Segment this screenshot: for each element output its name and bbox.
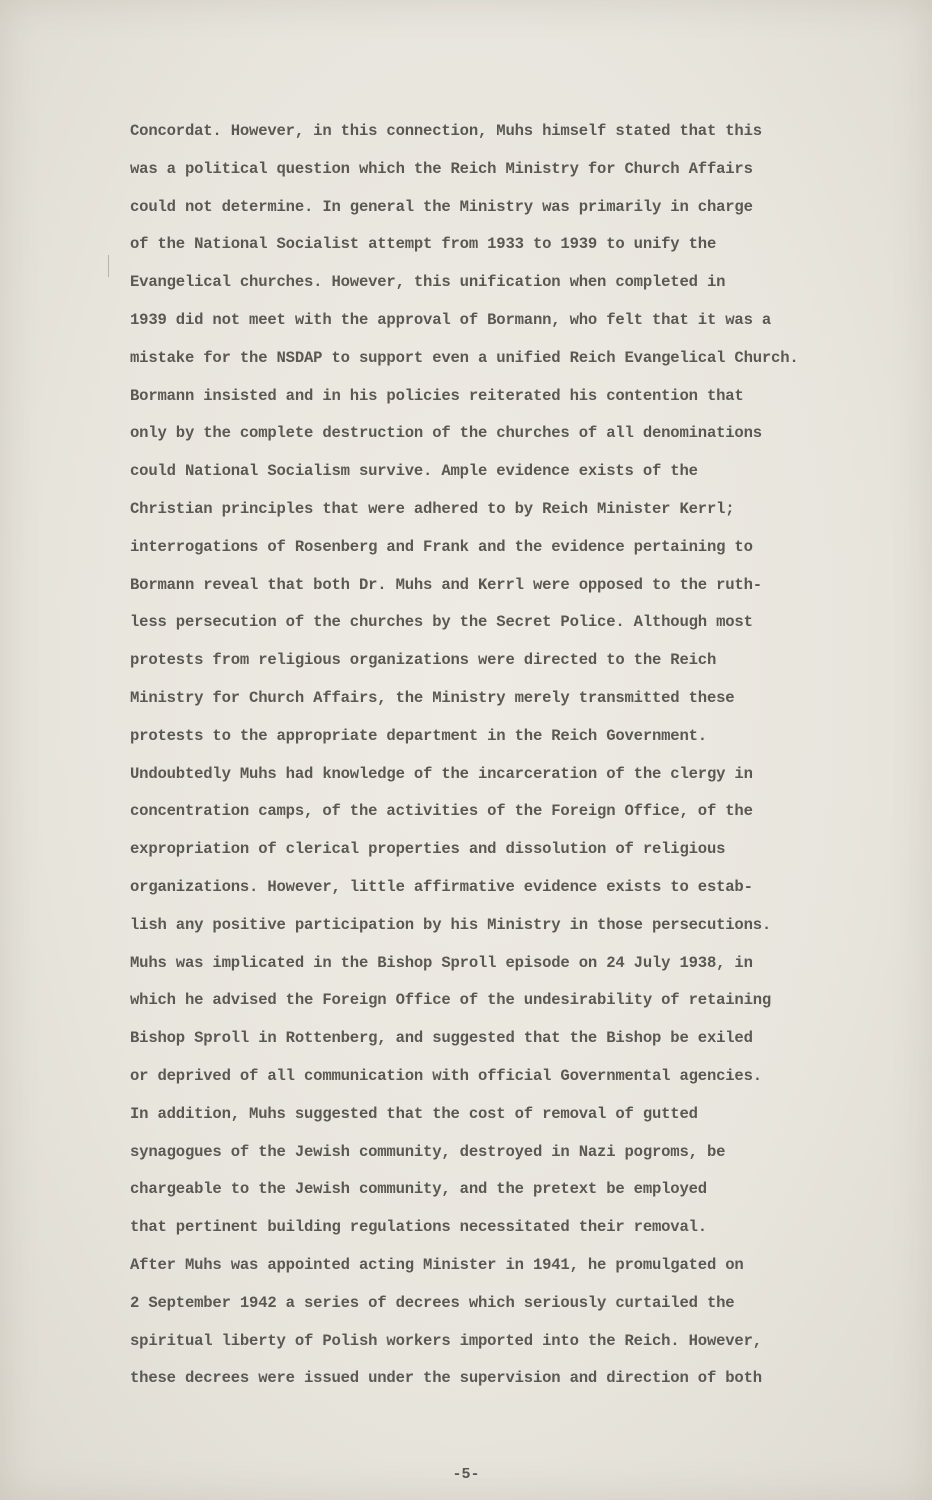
text-line: protests to the appropriate department in the Reich Government. (130, 726, 707, 745)
text-line: these decrees were issued under the supervision and direction of both (130, 1369, 762, 1388)
text-line: Bormann insisted and in his policies reiterated his contention that (130, 386, 744, 405)
text-line: 1939 did not meet with the approval of Bormann, who felt that it was a (130, 310, 772, 329)
text-line: Ministry for Church Affairs, the Ministry merely transmitted these (130, 688, 735, 707)
text-line: which he advised the Foreign Office of the undesirability of retaining (130, 991, 772, 1010)
text-line: spiritual liberty of Polish workers imported into the Reich. However, (130, 1331, 762, 1350)
typed-body-text (130, 113, 870, 1398)
page-number: -5- (452, 1466, 480, 1483)
text-line: organizations. However, little affirmative evidence exists to estab- (130, 877, 753, 896)
text-line: synagogues of the Jewish community, destroyed in Nazi pogroms, be (130, 1142, 726, 1161)
text-line: protests from religious organizations were directed to the Reich (130, 651, 717, 670)
text-line: Evangelical churches. However, this unification when completed in (130, 273, 726, 292)
text-line: that pertinent building regulations necessitated their removal. (130, 1218, 707, 1237)
text-line: interrogations of Rosenberg and Frank and the evidence pertaining to (130, 537, 753, 556)
text-line: was a political question which the Reich Ministry for Church Affairs (130, 159, 753, 178)
text-line: lish any positive participation by his Ministry in those persecutions. (130, 915, 772, 934)
text-line: could not determine. In general the Ministry was primarily in charge (130, 197, 753, 216)
text-line: or deprived of all communication with official Governmental agencies. (130, 1066, 762, 1085)
text-line: Bormann reveal that both Dr. Muhs and Kerrl were opposed to the ruth- (130, 575, 762, 594)
text-line: Muhs was implicated in the Bishop Sproll episode on 24 July 1938, in (130, 953, 753, 972)
text-line: Christian principles that were adhered to by Reich Minister Kerrl; (130, 499, 735, 518)
text-line: of the National Socialist attempt from 1933 to 1939 to unify the (130, 235, 717, 254)
text-line: could National Socialism survive. Ample evidence exists of the (130, 462, 698, 481)
text-line: mistake for the NSDAP to support even a unified Reich Evangelical Church. (130, 348, 799, 367)
text-line: 2 September 1942 a series of decrees which seriously curtailed the (130, 1293, 735, 1312)
text-line: Undoubtedly Muhs had knowledge of the incarceration of the clergy in (130, 764, 753, 783)
text-line: In addition, Muhs suggested that the cost of removal of gutted (130, 1104, 698, 1123)
text-line: expropriation of clerical properties and dissolution of religious (130, 840, 726, 859)
text-line: Concordat. However, in this connection, Muhs himself stated that this (130, 122, 762, 140)
text-line: concentration camps, of the activities of the Foreign Office, of the (130, 802, 753, 821)
text-line: Bishop Sproll in Rottenberg, and suggested that the Bishop be exiled (130, 1029, 753, 1048)
text-line: only by the complete destruction of the churches of all denominations (130, 424, 762, 443)
text-line: After Muhs was appointed acting Minister in 1941, he promulgated on (130, 1255, 744, 1274)
text-line: chargeable to the Jewish community, and the pretext be employed (130, 1180, 707, 1199)
text-line: less persecution of the churches by the Secret Police. Although most (130, 613, 753, 632)
margin-mark (108, 255, 109, 277)
